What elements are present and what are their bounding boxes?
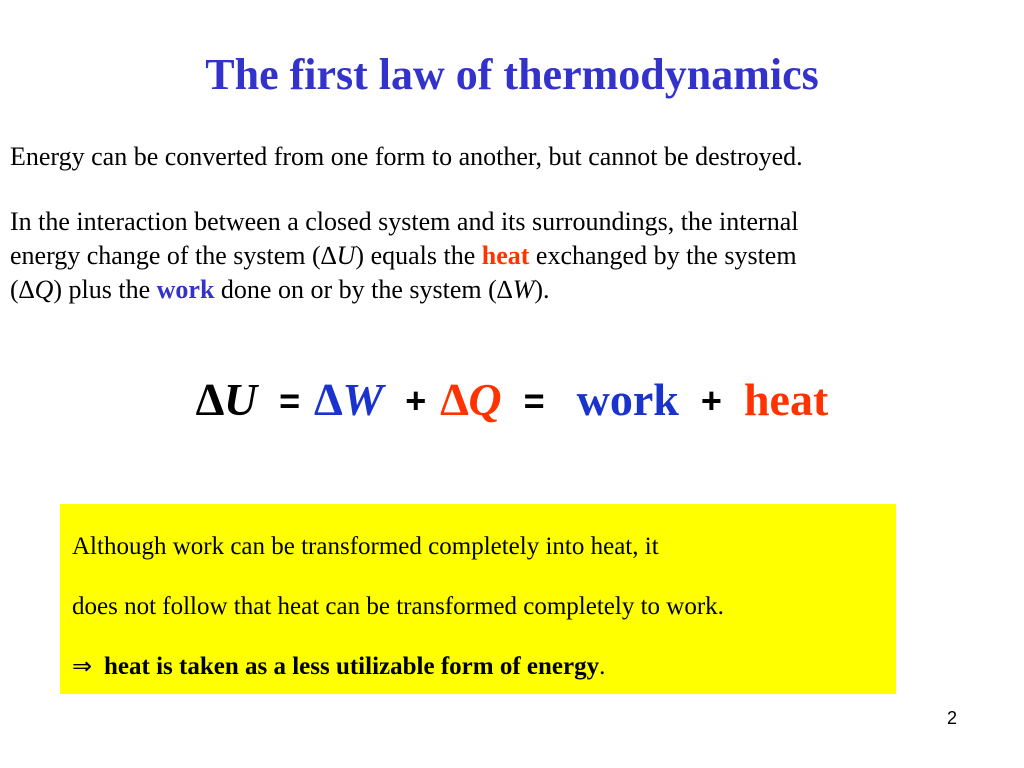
equation-heat: heat bbox=[743, 374, 829, 425]
text-segment: energy change of the system ( bbox=[10, 241, 321, 270]
text-segment: done on or by the system ( bbox=[214, 275, 497, 304]
delta-symbol: ∆ bbox=[18, 275, 35, 304]
explanation-line-3 bbox=[10, 273, 798, 307]
text-segment: ( bbox=[10, 275, 19, 304]
first-law-explanation bbox=[10, 205, 798, 307]
equation-u: U bbox=[223, 374, 258, 425]
text-segment: ). bbox=[534, 275, 550, 304]
page-number: 2 bbox=[947, 708, 958, 728]
first-law-equation bbox=[0, 370, 1024, 431]
equals-sign: = bbox=[523, 380, 545, 421]
plus-sign: + bbox=[700, 380, 722, 421]
text-segment: ) plus the bbox=[53, 275, 157, 304]
variable-q: Q bbox=[34, 275, 54, 304]
explanation-line-2 bbox=[10, 239, 798, 273]
equation-q: Q bbox=[468, 374, 502, 425]
plus-sign: + bbox=[405, 380, 427, 421]
note-line-2: does not follow that heat can be transformed completely to work. bbox=[72, 593, 724, 620]
slide-title: The first law of thermodynamics bbox=[205, 50, 819, 99]
variable-w: W bbox=[512, 275, 535, 304]
text-segment: ) equals the bbox=[355, 241, 482, 270]
equals-sign: = bbox=[279, 380, 301, 421]
delta-symbol: ∆ bbox=[320, 241, 337, 270]
text-segment: exchanged by the system bbox=[529, 241, 797, 270]
heat-keyword: heat bbox=[481, 241, 530, 270]
work-keyword: work bbox=[156, 275, 215, 304]
highlight-note-box bbox=[60, 504, 896, 694]
delta-symbol: ∆ bbox=[496, 275, 513, 304]
delta-w-symbol: ∆ bbox=[314, 374, 343, 425]
note-conclusion-line bbox=[72, 651, 605, 682]
implies-arrow-icon: ⇒ bbox=[72, 652, 93, 680]
explanation-line-1: In the interaction between a closed system and its surroundings, the internal bbox=[10, 207, 799, 236]
delta-u-symbol: ∆ bbox=[195, 374, 224, 425]
variable-u: U bbox=[336, 241, 356, 270]
conclusion-period: . bbox=[599, 653, 606, 680]
note-line-1: Although work can be transformed completely into heat, it bbox=[72, 533, 659, 560]
delta-q-symbol: ∆ bbox=[440, 374, 469, 425]
equation-w: W bbox=[342, 374, 384, 425]
equation-work: work bbox=[576, 374, 679, 425]
energy-conservation-statement: Energy can be converted from one form to another, but cannot be destroyed. bbox=[10, 142, 803, 171]
conclusion-text: heat is taken as a less utilizable form of energy bbox=[104, 653, 600, 680]
